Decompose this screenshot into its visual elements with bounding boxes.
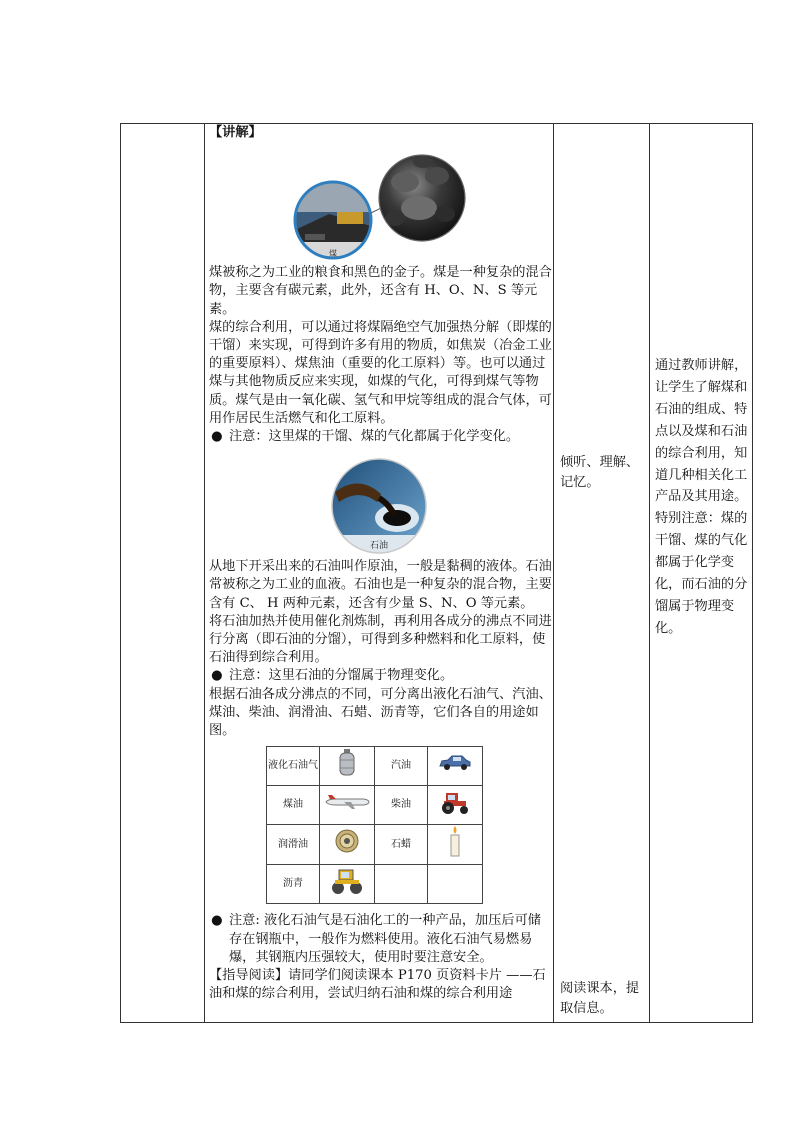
oil-illustration (209, 446, 553, 558)
column-divider (204, 123, 205, 1023)
column-divider (553, 123, 554, 1023)
coal-illustration (209, 142, 553, 264)
bullet-icon: ● (211, 668, 223, 684)
product-name: 煤油 (267, 786, 320, 825)
coal-note-text: 注意：这里煤的干馏、煤的气化都属于化学变化。 (229, 429, 520, 445)
lubricant-disc-icon (320, 825, 375, 865)
candle-icon (428, 825, 483, 865)
empty-cell (428, 865, 483, 904)
oil-products-text: 根据石油各成分沸点的不同，可分离出液化石油气、汽油、煤油、柴油、润滑油、石蜡、沥青等，它们各自的用途如图。 (209, 686, 552, 739)
guided-reading-text: 【指导阅读】请同学们阅读课本 P170 页资料卡片 ——石油和煤的综合利用，尝试归纳石油和煤的综合利用途 (209, 968, 546, 1002)
product-name: 汽油 (375, 747, 428, 786)
bullet-icon: ● (211, 913, 223, 929)
coal-image-label: 煤 (329, 249, 337, 259)
student-activity-1: 倾听、理解、记忆。 (560, 455, 640, 490)
lpg-note-text: 注意: 液化石油气是石油化工的一种产品，加压后可储存在钢瓶中，一般作为燃料使用。液化石油气易燃易爆，其钢瓶内压强较大，使用时要注意安全。 (229, 913, 541, 965)
oil-products-table-wrap (209, 746, 553, 904)
product-name: 石蜡 (375, 825, 428, 865)
coal-note (209, 428, 553, 446)
empty-cell (375, 865, 428, 904)
car-icon (428, 747, 483, 786)
section-heading: 【讲解】 (209, 125, 262, 140)
design-intent: 通过教师讲解，让学生了解煤和石油的组成、特点以及煤和石油的综合利用，知道几种相关化工产品及其用途。特别注意：煤的干馏、煤的气化都属于化学变化，而石油的分馏属于物理变化。 (655, 358, 748, 636)
product-name: 柴油 (375, 786, 428, 825)
oil-figure (209, 446, 553, 558)
oil-refining-text: 将石油加热并使用催化剂炼制，再利用各成分的沸点不同进行分离（即石油的分馏），可得到多种燃料和化工原料，使石油得到综合利用。 (209, 613, 552, 666)
road-roller-icon (320, 865, 375, 904)
student-activity-2: 阅读课本，提取信息。 (560, 981, 640, 1016)
lpg-note (209, 912, 553, 967)
oil-image-label: 石油 (369, 541, 389, 552)
tractor-icon (428, 786, 483, 825)
gas-cylinder-icon (320, 747, 375, 786)
oil-products-table (266, 746, 483, 904)
oil-note (209, 667, 553, 685)
coal-utilization-text: 煤的综合利用，可以通过将煤隔绝空气加强热分解（即煤的干馏）来实现，可得到许多有用的物质，如焦炭（冶金工业的重要原料）、煤焦油（重要的化工原料）等。也可以通过煤与其他物质反应来实现，如煤的气化，可得到煤气等物质。煤气是由一氧化碳、氢气和甲烷等组成的混合气体，可用作居民生活燃气和化工原料。 (209, 319, 552, 426)
product-name: 沥青 (267, 865, 320, 904)
coal-intro-text: 煤被称之为工业的粮食和黑色的金子。煤是一种复杂的混合物，主要含有碳元素，此外，还含有 H、O、N、S 等元素。 (209, 265, 552, 317)
product-name: 润滑油 (267, 825, 320, 865)
oil-intro-text: 从地下开采出来的石油叫作原油，一般是黏稠的液体。石油常被称之为工业的血液。石油也是一种复杂的混合物，主要含有 C、 H 两种元素，还含有少量 S、N、O 等元素。 (209, 559, 552, 611)
airplane-icon (320, 786, 375, 825)
oil-note-text: 注意：这里石油的分馏属于物理变化。 (229, 668, 454, 684)
teacher-activity-column (209, 124, 553, 1003)
column-divider (649, 123, 650, 1023)
coal-figure (209, 142, 553, 264)
product-name: 液化石油气 (267, 747, 320, 786)
bullet-icon: ● (211, 429, 223, 445)
